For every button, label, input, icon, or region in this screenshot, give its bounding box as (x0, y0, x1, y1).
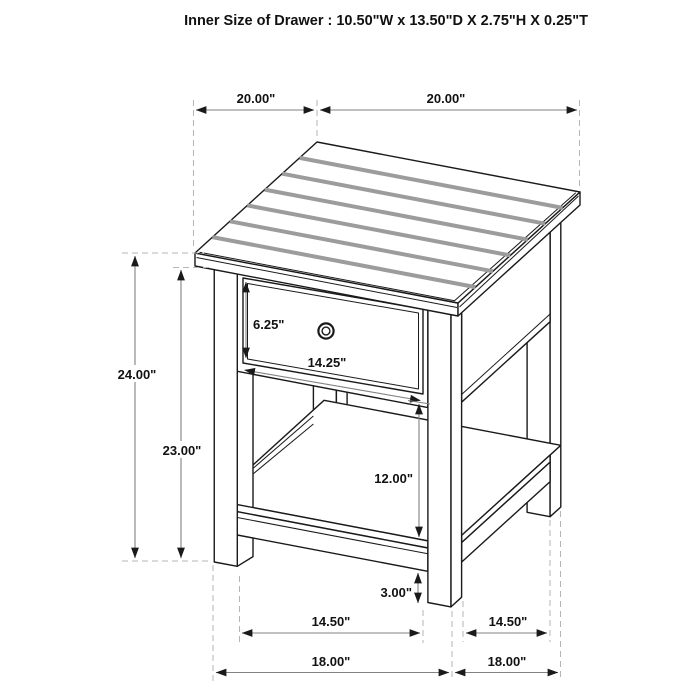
front-right-leg (428, 298, 462, 607)
dim-label-leg-bottom: 3.00" (380, 585, 412, 600)
dim-label-side-base-depth: 18.00" (487, 654, 527, 669)
diagram-title: Inner Size of Drawer : 10.50"W x 13.50"D X 2.75"H X 0.25"T (184, 13, 588, 29)
dim-label-front-base-width: 18.00" (311, 654, 351, 669)
dim-label-underside-height: 23.00" (162, 443, 202, 458)
dim-label-top-depth: 20.00" (236, 91, 276, 106)
dim-label-drawer-width: 14.25" (307, 355, 347, 370)
dim-label-drawer-height: 6.25" (253, 317, 285, 332)
end-table-drawing (195, 142, 580, 607)
dim-label-overall-height: 24.00" (117, 367, 157, 382)
front-left-leg (214, 263, 237, 566)
dim-label-top-width: 20.00" (426, 91, 466, 106)
dim-label-side-inner-span: 14.50" (488, 614, 528, 629)
dim-label-shelf-clearance: 12.00" (374, 471, 413, 486)
dim-label-front-inner-span: 14.50" (311, 614, 351, 629)
